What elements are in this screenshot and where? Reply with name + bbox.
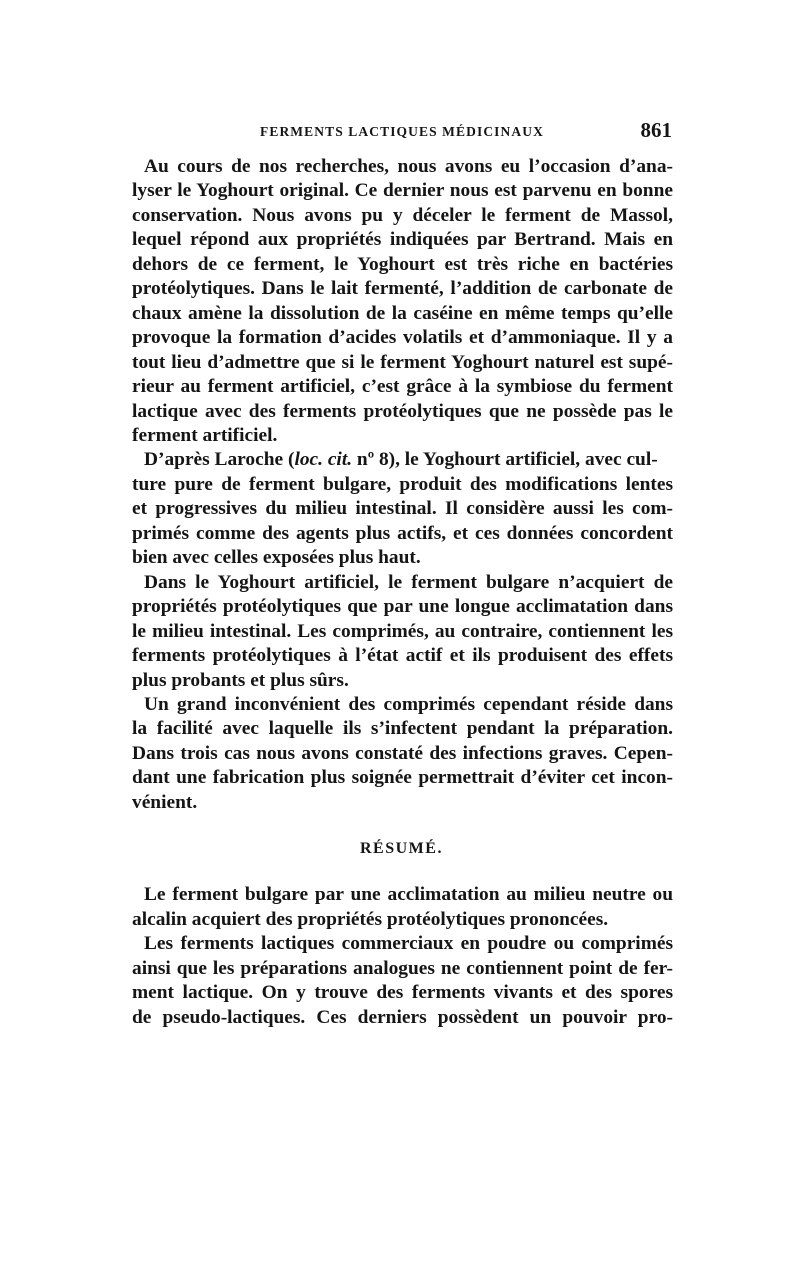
text-line <box>132 448 673 472</box>
summary-paragraph <box>132 883 673 932</box>
text-line: vénient. <box>132 791 198 813</box>
text-line: primés comme des agents plus actifs, et ces données concordent <box>132 522 673 544</box>
paragraph <box>132 693 673 815</box>
paragraph <box>132 448 673 570</box>
text-line: dehors de ce ferment, le Yoghourt est très riche en bactéries <box>132 253 673 275</box>
body-text <box>132 155 673 1030</box>
text-line: conservation. Nous avons pu y déceler le ferment de Massol, <box>132 204 673 226</box>
text-line: rieur au ferment artificiel, c’est grâce à la symbiose du ferment <box>132 376 673 398</box>
text-line: plus probants et plus sûrs. <box>132 669 349 691</box>
citation-italic: loc. cit. <box>294 449 353 471</box>
text-line: lequel répond aux propriétés indiquées par Bertrand. Mais en <box>132 229 673 251</box>
text-line: ment lactique. On y trouve des ferments vivants et des spores <box>132 982 673 1004</box>
text-line: la facilité avec laquelle ils s’infectent pendant la préparation. <box>132 718 673 740</box>
text-line: tout lieu d’admettre que si le ferment Yoghourt naturel est supé- <box>132 351 673 373</box>
text-line: de pseudo-lactiques. Ces derniers possèdent un pouvoir pro- <box>132 1006 673 1028</box>
citation-rest: nº 8), le Yoghourt artificiel, avec cul- <box>352 449 658 471</box>
text-line: dant une fabrication plus soignée permettrait d’éviter cet incon- <box>132 767 673 789</box>
text-line: ainsi que les préparations analogues ne contiennent point de fer- <box>132 957 673 979</box>
summary-heading: RÉSUMÉ. <box>360 840 443 858</box>
citation-text: D’après Laroche ( <box>144 449 295 471</box>
text-line: Le ferment bulgare par une acclimatation au milieu neutre ou <box>144 884 673 906</box>
text-line: protéolytiques. Dans le lait fermenté, l’addition de carbonate de <box>132 278 673 300</box>
text-line: propriétés protéolytiques que par une longue acclimatation dans <box>132 596 673 618</box>
section-heading <box>132 815 673 883</box>
text-line: ferments protéolytiques à l’état actif et ils produisent des effets <box>132 645 673 667</box>
page-number: 861 <box>640 118 672 142</box>
text-line: bien avec celles exposées plus haut. <box>132 547 421 569</box>
text-line: Un grand inconvénient des comprimés cependant réside dans <box>144 693 673 715</box>
text-line: Les ferments lactiques commerciaux en poudre ou comprimés <box>144 933 673 955</box>
text-line: lactique avec des ferments protéolytiques que ne possède pas le <box>132 400 673 422</box>
text-line: alcalin acquiert des propriétés protéolytiques prononcées. <box>132 908 609 930</box>
text-line: chaux amène la dissolution de la caséine en même temps qu’elle <box>132 302 673 324</box>
text-line: lyser le Yoghourt original. Ce dernier nous est parvenu en bonne <box>132 180 673 202</box>
text-line: ferment artificiel. <box>132 424 278 446</box>
text-line: ture pure de ferment bulgare, produit des modifications lentes <box>132 473 673 495</box>
paragraph <box>132 571 673 693</box>
text-line: Au cours de nos recherches, nous avons eu l’occasion d’ana- <box>144 156 673 177</box>
text-line: Dans trois cas nous avons constaté des infections graves. Cepen- <box>132 742 673 764</box>
summary-paragraph <box>132 932 673 1030</box>
text-line: provoque la formation d’acides volatils et d’ammoniaque. Il y a <box>132 327 673 349</box>
running-header <box>132 118 672 148</box>
paragraph <box>132 155 673 448</box>
text-line: et progressives du milieu intestinal. Il considère aussi les com- <box>132 498 673 520</box>
running-title: FERMENTS LACTIQUES MÉDICINAUX <box>260 124 544 139</box>
text-line: Dans le Yoghourt artificiel, le ferment bulgare n’acquiert de <box>144 571 673 593</box>
text-line: le milieu intestinal. Les comprimés, au contraire, contiennent les <box>132 620 673 642</box>
